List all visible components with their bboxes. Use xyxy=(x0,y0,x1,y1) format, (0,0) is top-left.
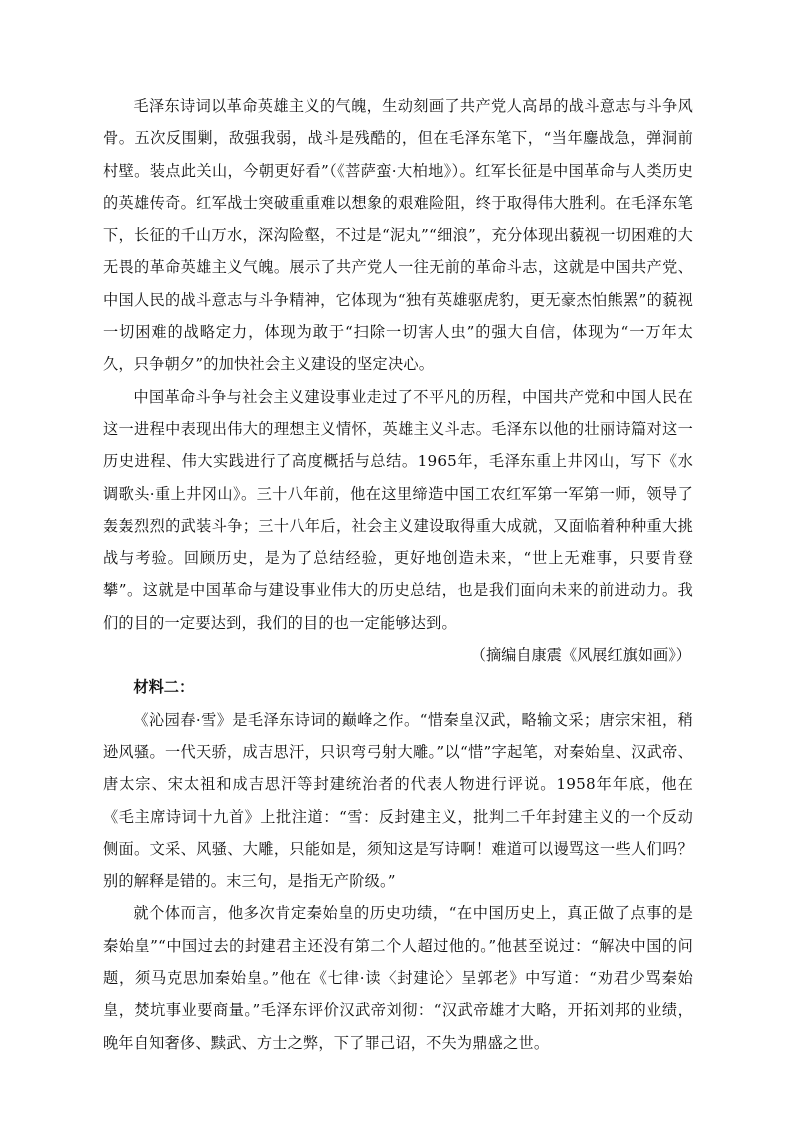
material1-paragraph-2: 中国革命斗争与社会主义建设事业走过了不平凡的历程，中国共产党和中国人民在这一进程中表现出伟大的理想主义情怀，英雄主义斗志。毛泽东以他的壮丽诗篇对这一历史进程、伟大实践进行了高度概括与总结。1965年，毛泽东重上井冈山，写下《水调歌头·重上井冈山》。三十八年前，他在这里缔造中国工农红军第一军第一师，领导了轰轰烈烈的武装斗争；三十八年后，社会主义建设取得重大成就，又面临着种种重大挑战与考验。回顾历史，是为了总结经验，更好地创造未来，“世上无难事，只要肯登攀”。这就是中国革命与建设事业伟大的历史总结，也是我们面向未来的前进动力。我们的目的一定要达到，我们的目的也一定能够达到。 xyxy=(103,387,693,632)
material2-paragraph-1: 《沁园春·雪》是毛泽东诗词的巅峰之作。“惜秦皇汉武，略输文采；唐宗宋祖，稍逊风骚。一代天骄，成吉思汗，只识弯弓射大雕。”以“惜”字起笔，对秦始皇、汉武帝、唐太宗、宋太祖和成吉思汗等封建统治者的代表人物进行评说。1958年年底，他在《毛主席诗词十九首》上批注道：“雪：反封建主义，批判二千年封建主义的一个反动侧面。文采、风骚、大雕，只能如是，须知这是写诗啊！难道可以谩骂这一些人们吗？别的解释是错的。末三句，是指无产阶级。” xyxy=(103,710,693,891)
material2-heading: 材料二： xyxy=(133,678,195,697)
material1-paragraph-1: 毛泽东诗词以革命英雄主义的气魄，生动刻画了共产党人高昂的战斗意志与斗争风骨。五次反围剿，敌强我弱，战斗是残酷的，但在毛泽东笔下，“当年鏖战急，弹洞前村壁。装点此关山，今朝更好看”（《菩萨蛮·大柏地》）。红军长征是中国革命与人类历史的英雄传奇。红军战士突破重重难以想象的艰难险阻，终于取得伟大胜利。在毛泽东笔下，长征的千山万水，深沟险壑，不过是“泥丸”“细浪”，充分体现出藐视一切困难的大无畏的革命英雄主义气魄。展示了共产党人一往无前的革命斗志，这就是中国共产党、中国人民的战斗意志与斗争精神，它体现为“独有英雄驱虎豹，更无豪杰怕熊罴”的藐视一切困难的战略定力，体现为敢于“扫除一切害人虫”的强大自信，体现为“一万年太久，只争朝夕”的加快社会主义建设的坚定决心。 xyxy=(103,97,693,374)
document-body xyxy=(103,90,693,1059)
material2-paragraph-2: 就个体而言，他多次肯定秦始皇的历史功绩，“在中国历史上，真正做了点事的是秦始皇”“中国过去的封建君主还没有第二个人超过他的。”他甚至说过：“解决中国的问题，须马克思加秦始皇。”他在《七律·读〈封建论〉呈郭老》中写道：“劝君少骂秦始皇，焚坑事业要商量。”毛泽东评价汉武帝刘彻：“汉武帝雄才大略，开拓刘邦的业绩，晚年自知奢侈、黩武、方士之弊，下了罪己诏，不失为鼎盛之世。 xyxy=(103,904,693,1052)
material1-source-citation: （摘编自康震《风展红旗如画》） xyxy=(470,646,691,665)
